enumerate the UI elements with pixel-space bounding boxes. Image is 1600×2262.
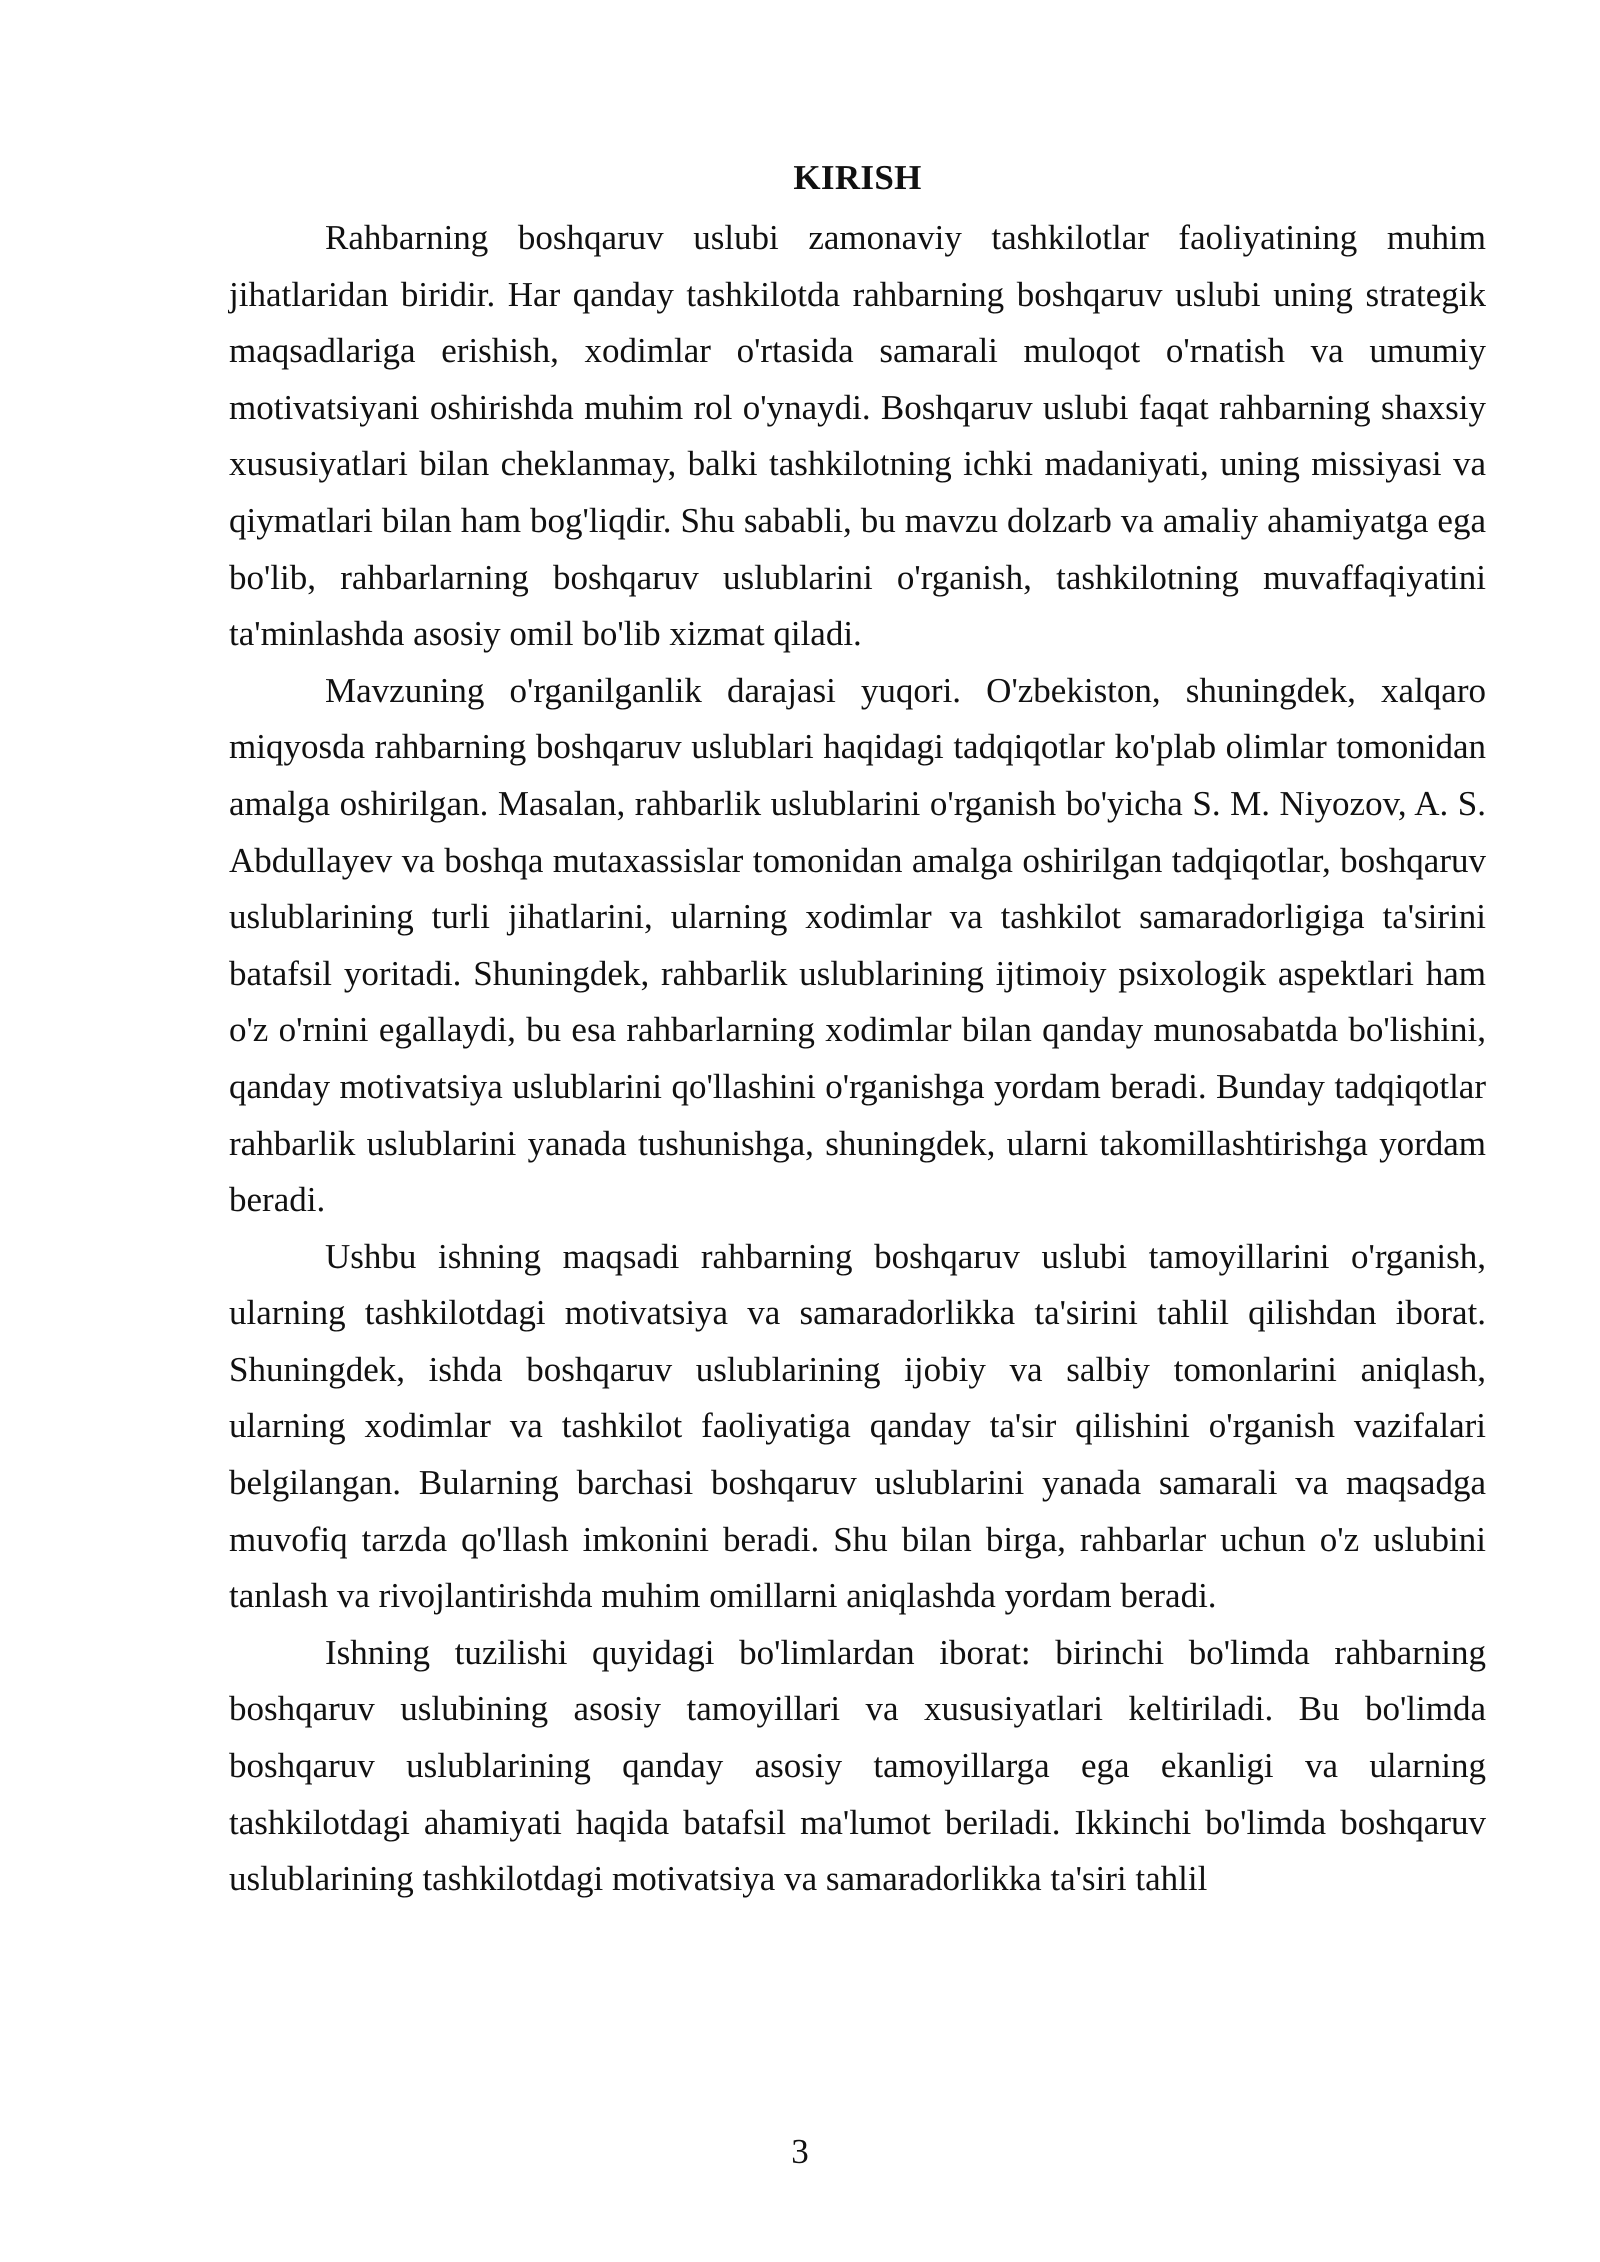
section-heading: KIRISH xyxy=(793,158,922,197)
paragraph-aim: Ushbu ishning maqsadi rahbarning boshqaruv uslubi tamoyillarini o'rganish, ularning tashkilotdagi motivatsiya va samaradorlikka ta'sirini tahlil qilishdan iborat. Shuningdek, ishda boshqaruv uslublarining ijobiy va salbiy tomonlarini aniqlash, ularning xodimlar va tashkilot faoliyatiga qanday ta'sir qilishini o'rganish vazifalari belgilangan. Bularning barchasi boshqaruv uslublarini yanada samarali va maqsadga muvofiq tarzda qo'llash imkonini beradi. Shu bilan birga, rahbarlar uchun o'z uslubini tanlash va rivojlantirishda muhim omillarni aniqlashda yordam beradi. xyxy=(229,1236,1486,1616)
paragraph-research-degree: Mavzuning o'rganilganlik darajasi yuqori. O'zbekiston, shuningdek, xalqaro miqyosda rahbarning boshqaruv uslublari haqidagi tadqiqotlar ko'plab olimlar tomonidan amalga oshirilgan. Masalan, rahbarlik uslublarini o'rganish bo'yicha S. M. Niyozov, A. S. Abdullayev va boshqa mutaxassislar tomonidan amalga oshirilgan tadqiqotlar, boshqaruv uslublarining turli jihatlarini, ularning xodimlar va tashkilot samaradorligiga ta'sirini batafsil yoritadi. Shuningdek, rahbarlik uslublarining ijtimoiy psixologik aspektlari ham o'z o'rnini egallaydi, bu esa rahbarlarning xodimlar bilan qanday munosabatda bo'lishini, qanday motivatsiya uslublarini qo'llashini o'rganishga yordam beradi. Bunday tadqiqotlar rahbarlik uslublarini yanada tushunishga, shuningdek, ularni takomillashtirishga yordam beradi. xyxy=(229,670,1486,1220)
paragraph-structure: Ishning tuzilishi quyidagi bo'limlardan iborat: birinchi bo'limda rahbarning boshqaruv uslubining asosiy tamoyillari va xususiyatlari keltiriladi. Bu bo'limda boshqaruv uslublarining qanday asosiy tamoyillarga ega ekanligi va ularning tashkilotdagi ahamiyati haqida batafsil ma'lumot beriladi. Ikkinchi bo'limda boshqaruv uslublarining tashkilotdagi motivatsiya va samaradorlikka ta'siri tahlil xyxy=(229,1632,1486,1899)
page-number: 3 xyxy=(791,2132,809,2171)
page-content xyxy=(229,150,1486,1908)
paragraph-introduction: Rahbarning boshqaruv uslubi zamonaviy tashkilotlar faoliyatining muhim jihatlaridan biridir. Har qanday tashkilotda rahbarning boshqaruv uslubi uning strategik maqsadlariga erishish, xodimlar o'rtasida samarali muloqot o'rnatish va umumiy motivatsiyani oshirishda muhim rol o'ynaydi. Boshqaruv uslubi faqat rahbarning shaxsiy xususiyatlari bilan cheklanmay, balki tashkilotning ichki madaniyati, uning missiyasi va qiymatlari bilan ham bog'liqdir. Shu sababli, bu mavzu dolzarb va amaliy ahamiyatga ega bo'lib, rahbarlarning boshqaruv uslublarini o'rganish, tashkilotning muvaffaqiyatini ta'minlashda asosiy omil bo'lib xizmat qiladi. xyxy=(229,218,1486,654)
